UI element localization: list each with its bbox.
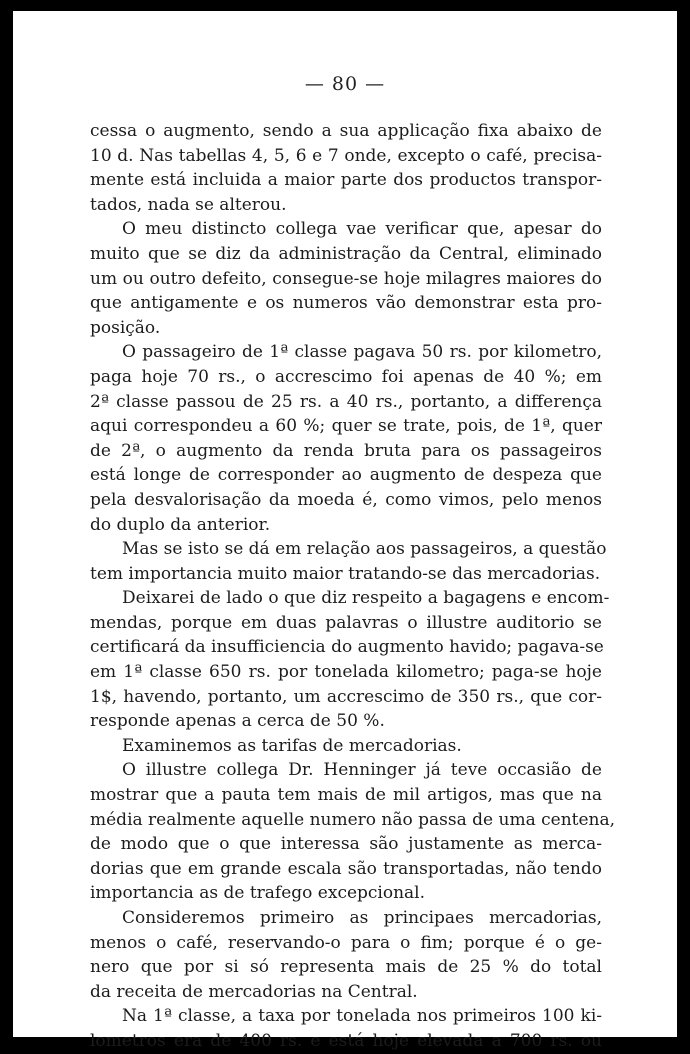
text-line: Examinemos as tarifas de mercadorias. xyxy=(122,735,462,756)
text-line: da receita de mercadorias na Central. xyxy=(90,981,418,1002)
text-line: Na 1ª classe, a taxa por tonelada nos primeiros 100 ki- xyxy=(122,1006,602,1027)
text-line: mostrar que a pauta tem mais de mil artigos, mas que na xyxy=(90,785,602,806)
text-line: 1$, havendo, portanto, um accrescimo de 350 rs., que cor- xyxy=(90,686,602,707)
text-line: mente está incluida a maior parte dos productos transpor- xyxy=(90,170,602,191)
text-line: média realmente aquelle numero não passa de uma centena, xyxy=(90,809,616,830)
text-line: posição. xyxy=(90,317,161,338)
text-line: dorias que em grande escala são transportadas, não tendo xyxy=(90,858,602,879)
text-line: tados, nada se alterou. xyxy=(90,194,287,215)
text-line: menos o café, reservando-o para o fim; porque é o ge- xyxy=(90,932,602,953)
book-page xyxy=(13,11,677,1051)
text-line: cessa o augmento, sendo a sua applicação fixa abaixo de xyxy=(90,121,602,141)
text-line: importancia as de trafego excepcional. xyxy=(90,883,426,904)
text-line: muito que se diz da administração da Central, eliminado xyxy=(90,243,602,264)
text-line: Mas se isto se dá em relação aos passageiros, a questão xyxy=(122,539,607,560)
page-number: — 80 — xyxy=(304,73,386,95)
text-line: certificará da insufficiencia do augmento havido; pagava-se xyxy=(90,637,604,658)
text-line: nero que por si só representa mais de 25 % do total xyxy=(90,957,602,978)
text-line: em 1ª classe 650 rs. por tonelada kilometro; paga-se hoje xyxy=(90,662,602,683)
text-line: de modo que o que interessa são justamente as merca- xyxy=(90,834,602,855)
text-line: de 2ª, o augmento da renda bruta para os passageiros xyxy=(90,440,602,461)
body-text xyxy=(90,119,616,1054)
text-line: Deixarei de lado o que diz respeito a bagagens e encom- xyxy=(122,588,610,609)
text-line: O illustre collega Dr. Henninger já teve occasião de xyxy=(122,760,602,781)
text-line: Consideremos primeiro as principaes mercadorias, xyxy=(122,908,602,928)
text-line: paga hoje 70 rs., o accrescimo foi apenas de 40 %; em xyxy=(90,366,602,387)
text-line: 10 d. Nas tabellas 4, 5, 6 e 7 onde, excepto o café, precisa- xyxy=(90,145,602,166)
text-line: O passageiro de 1ª classe pagava 50 rs. por kilometro, xyxy=(122,342,602,363)
text-line: aqui correspondeu a 60 %; quer se trate, pois, de 1ª, quer xyxy=(90,416,602,437)
text-line: está longe de corresponder ao augmento de despeza que xyxy=(90,465,602,486)
text-line: mendas, porque em duas palavras o illustre auditorio se xyxy=(90,612,602,633)
text-line: um ou outro defeito, consegue-se hoje milagres maiores do xyxy=(90,268,602,289)
text-line: que antigamente e os numeros vão demonstrar esta pro- xyxy=(90,293,602,314)
text-line: O meu distincto collega vae verificar que, apesar do xyxy=(122,219,602,240)
text-line: lometros era de 400 rs. e está hoje elevada a 700 rs. ou xyxy=(90,1030,602,1051)
text-line: do duplo da anterior. xyxy=(90,514,271,535)
text-line: pela desvalorisação da moeda é, como vimos, pelo menos xyxy=(90,489,602,510)
text-line: responde apenas a cerca de 50 %. xyxy=(90,711,385,732)
text-line: tem importancia muito maior tratando-se das mercadorias. xyxy=(90,563,601,584)
text-line: 2ª classe passou de 25 rs. a 40 rs., portanto, a differença xyxy=(90,391,602,412)
